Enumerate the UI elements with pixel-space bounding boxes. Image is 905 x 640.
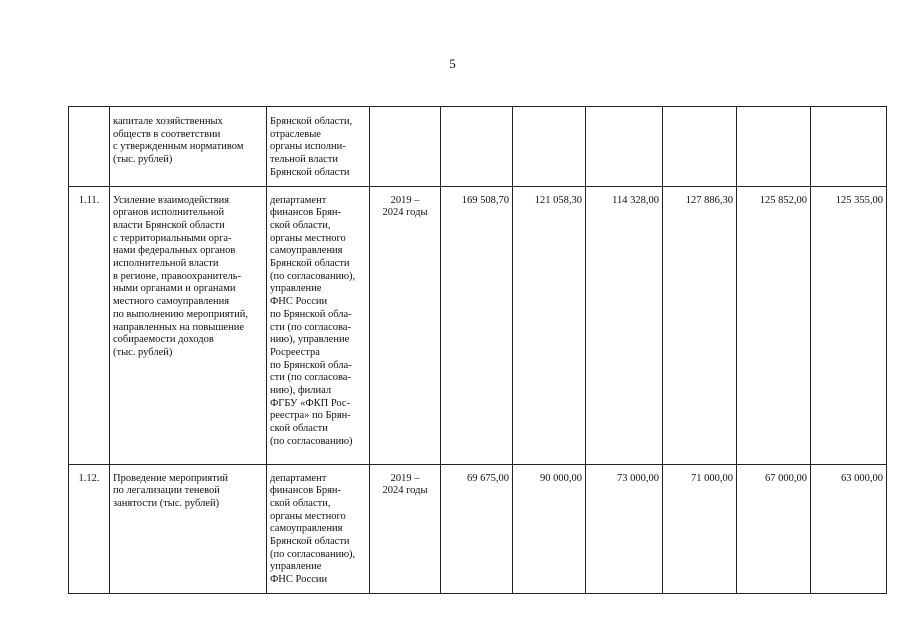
measure-name-cell	[110, 186, 267, 464]
executor-line: реестра» по Брян-	[270, 410, 351, 422]
table-row	[69, 186, 887, 464]
measure-name-line: с утвержденным нормативом	[113, 141, 244, 153]
executor-cell	[267, 107, 370, 187]
executor-line: органы местного	[270, 510, 346, 522]
period-cell	[370, 107, 441, 187]
period-line	[373, 116, 437, 129]
measures-table	[68, 106, 887, 594]
executor-line: Росреестра	[270, 346, 320, 358]
page-number: 5	[449, 56, 456, 71]
year-value-cell: 71 000,00	[663, 464, 737, 593]
year-value-cell: 90 000,00	[513, 464, 586, 593]
executor-line: финансов Брян-	[270, 207, 342, 219]
executor-line: ской области	[270, 423, 328, 435]
measure-name-line: с территориальными орга-	[113, 232, 232, 244]
executor-line: департамент	[270, 472, 327, 484]
year-value-cell: 69 675,00	[441, 464, 513, 593]
year-value-cell: 73 000,00	[586, 464, 663, 593]
measure-name-line: в регионе, правоохранитель-	[113, 270, 242, 282]
executor-line: финансов Брян-	[270, 485, 342, 497]
executor-line: ФГБУ «ФКП Рос-	[270, 397, 351, 409]
executor-line: отраслевые	[270, 128, 321, 140]
executor-line: Брянской области,	[270, 116, 353, 127]
period-line: 2024 годы	[382, 485, 428, 497]
executor-line: ской области,	[270, 219, 331, 231]
measure-name-line: местного самоуправления	[113, 296, 230, 308]
measure-name-line: обществ в соответствии	[113, 128, 221, 140]
table-row	[69, 464, 887, 593]
row-number-cell: 1.11.	[69, 186, 110, 464]
period-line	[373, 129, 437, 142]
executor-line: департамент	[270, 194, 327, 206]
year-value-cell	[811, 107, 887, 187]
period-line: 2019 –	[390, 194, 420, 206]
executor-line: сти (по согласова-	[270, 321, 351, 333]
executor-line: Брянской области	[270, 536, 350, 548]
executor-line: Брянской области	[270, 258, 350, 270]
measure-name-cell	[110, 464, 267, 593]
measure-name-line: направленных на повышение	[113, 321, 244, 333]
executor-line: нию), филиал	[270, 385, 332, 397]
measure-name-line: нами федеральных органов	[113, 245, 236, 257]
measure-name-line: Проведение мероприятий	[113, 472, 228, 484]
executor-cell	[267, 186, 370, 464]
executor-line: нию), управление	[270, 334, 350, 346]
measure-name-line: (тыс. рублей)	[113, 346, 173, 358]
period-line: 2019 –	[390, 472, 420, 484]
year-value-cell: 169 508,70	[441, 186, 513, 464]
year-value-cell: 67 000,00	[737, 464, 811, 593]
table-row	[69, 107, 887, 187]
period-line: 2024 годы	[382, 207, 428, 219]
measure-name-line: (тыс. рублей)	[113, 154, 173, 166]
table-body	[69, 107, 887, 594]
executor-line: Брянской области	[270, 166, 350, 178]
year-value-cell	[663, 107, 737, 187]
year-value-cell	[441, 107, 513, 187]
measure-name-cell	[110, 107, 267, 187]
year-value-cell: 63 000,00	[811, 464, 887, 593]
year-value-cell: 125 852,00	[737, 186, 811, 464]
row-number-cell	[69, 107, 110, 187]
executor-line: управление	[270, 283, 322, 295]
executor-line: (по согласованию),	[270, 270, 356, 282]
year-value-cell: 121 058,30	[513, 186, 586, 464]
executor-line: (по согласованию),	[270, 548, 356, 560]
measure-name-line: занятости (тыс. рублей)	[113, 497, 220, 509]
period-cell	[370, 186, 441, 464]
executor-line: ФНС России	[270, 574, 328, 586]
year-value-cell: 114 328,00	[586, 186, 663, 464]
measure-name-line: по выполнению мероприятий,	[113, 308, 249, 320]
executor-line: по Брянской обла-	[270, 308, 352, 320]
year-value-cell: 125 355,00	[811, 186, 887, 464]
measure-name-line: власти Брянской области	[113, 219, 225, 231]
measure-name-line: Усиление взаимодействия	[113, 194, 230, 206]
measure-name-line: по легализации теневой	[113, 485, 220, 497]
year-value-cell	[513, 107, 586, 187]
executor-line: ФНС России	[270, 296, 328, 308]
measure-name-line: ными органами и органами	[113, 283, 236, 295]
executor-line: органы исполни-	[270, 141, 346, 153]
executor-cell	[267, 464, 370, 593]
year-value-cell	[586, 107, 663, 187]
measure-name-line: капитале хозяйственных	[113, 116, 223, 127]
executor-line: управление	[270, 561, 322, 573]
executor-line: самоуправления	[270, 245, 343, 257]
measure-name-line: органов исполнительной	[113, 207, 225, 219]
executor-line: тельной власти	[270, 154, 338, 166]
executor-line: самоуправления	[270, 523, 343, 535]
measure-name-line: собираемости доходов	[113, 334, 214, 346]
executor-line: органы местного	[270, 232, 346, 244]
executor-line: (по согласованию)	[270, 435, 353, 447]
period-cell	[370, 464, 441, 593]
year-value-cell	[737, 107, 811, 187]
year-value-cell: 127 886,30	[663, 186, 737, 464]
executor-line: по Брянской обла-	[270, 359, 352, 371]
executor-line: сти (по согласова-	[270, 372, 351, 384]
row-number-cell: 1.12.	[69, 464, 110, 593]
measure-name-line: исполнительной власти	[113, 258, 219, 270]
executor-line: ской области,	[270, 497, 331, 509]
